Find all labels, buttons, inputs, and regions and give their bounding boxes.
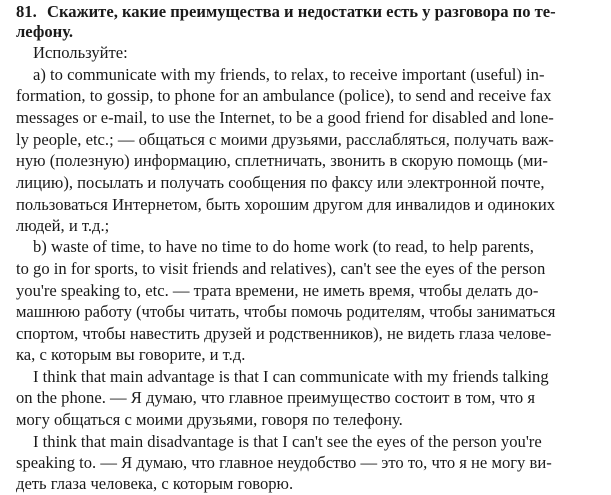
advantage-line: I think that main advantage is that I can communicate with my friends talking xyxy=(33,367,549,386)
exercise-title: Скажите, какие преимущества и недостатки есть у разговора по те- xyxy=(47,2,556,21)
paragraph-b-line: ка, с которым вы говорите, и т.д. xyxy=(16,345,246,364)
paragraph-a-line: пользоваться Интернетом, быть хорошим другом для инвалидов и одиноких xyxy=(16,195,556,214)
paragraph-a-line: ную (полезную) информацию, сплетничать, звонить в скорую помощь (ми- xyxy=(16,151,548,170)
disadvantage-line: деть глаза человека, с которым говорю. xyxy=(16,474,294,493)
instruction: Используйте: xyxy=(33,43,128,62)
paragraph-a-line: лицию), посылать и получать сообщения по факсу или электронной почте, xyxy=(16,173,545,192)
advantage-line: on the phone. — Я думаю, что главное преимущество состоит в том, что я xyxy=(16,388,535,407)
paragraph-b-line: you're speaking to, etc. — трата времени, не иметь время, чтобы делать до- xyxy=(16,281,539,300)
paragraph-b-line: спортом, чтобы навестить друзей и родственников), не видеть глаза челове- xyxy=(16,324,552,343)
paragraph-a-line: a) to communicate with my friends, to relax, to receive important (useful) in- xyxy=(33,65,545,84)
paragraph-a-line: formation, to gossip, to phone for an ambulance (police), to send and receive fax xyxy=(16,86,552,105)
exercise-title-line-2: лефону. xyxy=(16,22,73,41)
paragraph-b-line: to go in for sports, to visit friends and relatives), can't see the eyes of the person xyxy=(16,259,546,278)
paragraph-a-line: ly people, etc.; — общаться с моими друзьями, расслабляться, получать важ- xyxy=(16,130,554,149)
paragraph-b-line: машнюю работу (чтобы читать, чтобы помочь родителям, чтобы заниматься xyxy=(16,302,556,321)
advantage-line: могу общаться с моими друзьями, говоря по телефону. xyxy=(16,410,403,429)
paragraph-a-line: людей, и т.д.; xyxy=(16,216,110,235)
disadvantage-line: I think that main disadvantage is that I can't see the eyes of the person you're xyxy=(33,432,542,451)
disadvantage-line: speaking to. — Я думаю, что главное неудобство — это то, что я не могу ви- xyxy=(16,453,552,472)
exercise-number: 81. xyxy=(16,2,37,21)
exercise-title-line-1 xyxy=(0,1,611,23)
paragraph-a-line: messages or e-mail, to use the Internet, to be a good friend for disabled and lone- xyxy=(16,108,554,127)
paragraph-b-line: b) waste of time, to have no time to do home work (to read, to help parents, xyxy=(33,237,534,256)
